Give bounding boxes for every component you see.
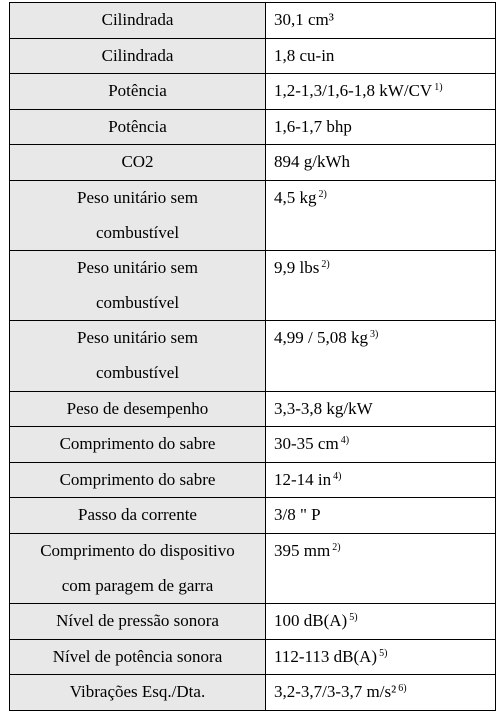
spec-label-cell [10,639,266,675]
spec-label-cell [10,427,266,463]
table-row [10,604,496,640]
footnote-marker: 5) [379,647,388,659]
table-row [10,498,496,534]
spec-value: 4,5 kg [274,187,317,207]
spec-value-cell [266,145,496,181]
spec-value-cell [266,321,496,391]
spec-label: Peso unitário sem [77,187,198,207]
spec-value: 3/8 " P [274,505,321,525]
table-row [10,321,496,391]
spec-label: Comprimento do dispositivo [40,540,235,560]
spec-value: 4,99 / 5,08 kg [274,328,368,348]
spec-value: 112-113 dB(A) [274,646,378,666]
spec-value-cell [266,462,496,498]
spec-label-cell [10,251,266,321]
spec-value: 395 mm [274,540,331,560]
spec-value-cell [266,109,496,145]
spec-value-cell [266,74,496,110]
spec-label: Nível de pressão sonora [56,611,219,631]
table-row [10,462,496,498]
spec-value: 9,9 lbs [274,258,320,278]
table-row [10,427,496,463]
footnote-marker: 2) [321,259,330,271]
table-row [10,639,496,675]
table-row [10,38,496,74]
table-row [10,533,496,603]
footnote-marker: 5) [349,612,358,624]
spec-value: 12-14 in [274,469,332,489]
spec-label: com paragem de garra [61,575,214,595]
footnote-marker: 2) [332,541,341,553]
spec-value: 894 g/kWh [274,152,351,172]
spec-label: Nível de potência sonora [52,646,223,666]
spec-value-cell [266,251,496,321]
spec-value: 30,1 cm³ [274,10,334,29]
table-row [10,675,496,711]
spec-label: Potência [108,116,167,136]
spec-value-cell [266,675,496,711]
spec-label: combustível [95,292,180,312]
spec-value: 1,8 cu-in [274,45,335,65]
spec-label: Potência [108,81,167,101]
spec-label-cell [10,533,266,603]
footnote-marker: 4) [340,435,350,447]
spec-label: Cilindrada [101,45,174,65]
table-row [10,180,496,250]
spec-label-cell [10,38,266,74]
spec-value: 100 dB(A) [274,611,348,631]
spec-label: Vibrações Esq./Dta. [69,682,206,702]
spec-value-cell [266,38,496,74]
spec-table [9,2,496,711]
spec-label-cell [10,391,266,427]
spec-value-cell [266,180,496,250]
spec-label: Comprimento do sabre [59,434,216,454]
spec-value-cell [266,391,496,427]
table-row [10,391,496,427]
spec-value-cell [266,3,496,39]
spec-label: Comprimento do sabre [59,469,216,489]
spec-label: Peso unitário sem [77,328,198,348]
spec-label: Peso unitário sem [77,258,198,278]
spec-value: 3,2-3,7/3-3,7 m/s² [274,682,397,702]
spec-label-cell [10,462,266,498]
spec-value: 1,2-1,3/1,6-1,8 kW/CV [274,81,433,101]
spec-label-cell [10,145,266,181]
spec-label-cell [10,3,266,39]
spec-label-cell [10,109,266,145]
spec-label-cell [10,498,266,534]
table-row [10,109,496,145]
spec-label-cell [10,604,266,640]
spec-value: 3,3-3,8 kg/kW [274,398,373,418]
spec-value-cell [266,498,496,534]
spec-value-cell [266,427,496,463]
footnote-marker: 1) [434,82,443,94]
spec-label-cell [10,180,266,250]
footnote-marker: 6) [398,683,407,695]
footnote-marker: 2) [318,188,327,200]
spec-value-cell [266,533,496,603]
spec-value: 30-35 cm [274,434,339,454]
spec-label: Passo da corrente [78,505,197,525]
spec-label: CO2 [121,152,154,172]
spec-label: Peso de desempenho [66,398,209,418]
spec-value-cell [266,604,496,640]
footnote-marker: 4) [333,470,342,482]
table-row [10,74,496,110]
table-row [10,145,496,181]
spec-label-cell [10,675,266,711]
spec-value: 1,6-1,7 bhp [274,116,352,136]
spec-label-cell [10,74,266,110]
spec-label: combustível [95,222,180,242]
spec-label: combustível [95,362,180,382]
footnote-marker: 3) [369,329,379,341]
table-row [10,3,496,39]
table-row [10,251,496,321]
spec-label: Cilindrada [101,10,174,29]
spec-value-cell [266,639,496,675]
spec-label-cell [10,321,266,391]
spec-table-body [10,3,496,711]
